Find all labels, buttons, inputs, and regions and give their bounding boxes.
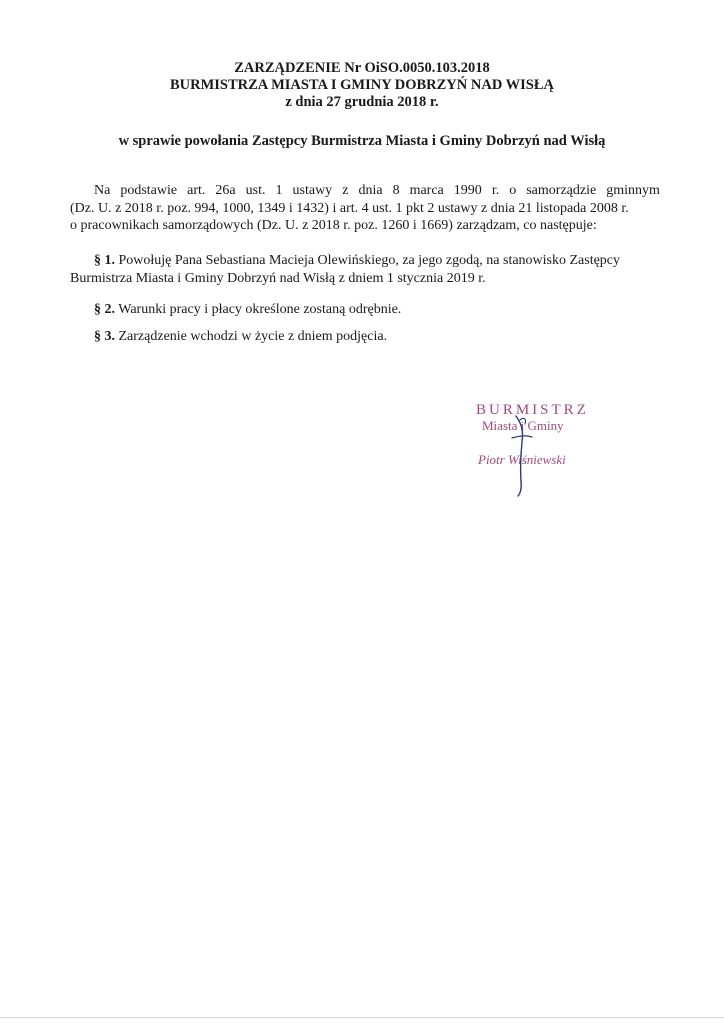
section-1	[70, 252, 660, 288]
stamp-subtitle: Miasta i Gminy	[482, 418, 564, 433]
legal-basis-word: 8	[392, 183, 400, 198]
section-2	[70, 301, 660, 319]
legal-basis-word: z	[342, 183, 349, 198]
section-3	[70, 328, 660, 346]
ordinance-date: z dnia 27 grudnia 2018 r.	[285, 94, 439, 110]
legal-basis-word: 1	[275, 183, 283, 198]
legal-basis-word: r.	[491, 183, 500, 198]
handwritten-signature	[500, 408, 540, 498]
legal-basis-word: samorządzie	[526, 183, 597, 198]
legal-basis-word: marca	[409, 183, 444, 198]
legal-basis-word: dnia	[358, 183, 383, 198]
ordinance-subject: w sprawie powołania Zastępcy Burmistrza Miasta i Gminy Dobrzyń nad Wisłą	[118, 133, 606, 149]
legal-basis-word: ust.	[245, 183, 266, 198]
legal-basis-word: o	[509, 183, 517, 198]
page-bottom-edge	[0, 1017, 724, 1018]
legal-basis-line-2: (Dz. U. z 2018 r. poz. 994, 1000, 1349 i 1432) i art. 4 ust. 1 pkt 2 ustawy z dnia 21 listopada 2008 r.	[70, 200, 629, 216]
section-2-text: Warunki pracy i płacy określone zostaną odrębnie.	[118, 302, 402, 317]
issuing-authority: BURMISTRZA MIASTA I GMINY DOBRZYŃ NAD WISŁĄ	[169, 77, 555, 93]
legal-basis-line-3: o pracownikach samorządowych (Dz. U. z 2018 r. poz. 1260 i 1669) zarządzam, co następuje:	[70, 218, 597, 233]
legal-basis-word: art.	[187, 183, 206, 198]
legal-basis-word: 1990	[453, 183, 482, 198]
legal-basis-line-1	[70, 182, 660, 200]
section-2-mark: § 2.	[94, 302, 115, 317]
legal-basis-word: Na	[94, 183, 111, 198]
section-1-text-line-2: Burmistrza Miasta i Gminy Dobrzyń nad Wisłą z dniem 1 stycznia 2019 r.	[70, 271, 486, 286]
section-3-text: Zarządzenie wchodzi w życie z dniem podjęcia.	[118, 329, 388, 344]
section-3-mark: § 3.	[94, 329, 115, 344]
ordinance-number: ZARZĄDZENIE Nr OiSO.0050.103.2018	[234, 60, 490, 76]
legal-basis-word: ustawy	[292, 183, 333, 198]
legal-basis-word: podstawie	[120, 183, 178, 198]
document-header	[0, 60, 724, 111]
section-1-mark: § 1.	[94, 253, 115, 268]
legal-basis-paragraph	[70, 182, 660, 235]
legal-basis-word: gminnym	[606, 183, 660, 198]
stamp-name: Piotr Wiśniewski	[478, 452, 566, 467]
legal-basis-word: 26a	[215, 183, 236, 198]
stamp-title: BURMISTRZ	[476, 402, 589, 418]
section-1-text-line-1: Powołuję Pana Sebastiana Macieja Olewińskiego, za jego zgodą, na stanowisko Zastępcy	[118, 253, 621, 268]
